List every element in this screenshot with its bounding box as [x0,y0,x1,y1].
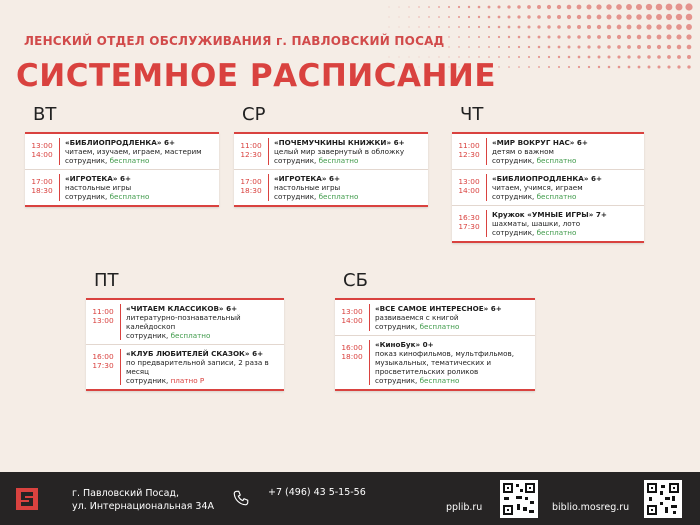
event-info [487,210,607,237]
price-label: бесплатно [318,192,359,201]
footer [0,472,700,525]
event-title: «МИР ВОКРУГ НАС» 6+ [492,138,588,147]
event-staff: сотрудник, платно Р [126,376,205,385]
event-description: месяц [126,367,150,376]
event-info [487,174,602,201]
phone-icon [232,489,250,507]
event-row [234,170,428,207]
event-staff: сотрудник, бесплатно [492,192,577,201]
event-time: 13:00 14:00 [452,174,487,201]
price-label: бесплатно [109,156,150,165]
event-time: 16:30 17:30 [452,210,487,237]
event-staff: сотрудник, бесплатно [375,376,460,385]
event-row [335,336,535,391]
event-title: «ЧИТАЕМ КЛАССИКОВ» 6+ [126,304,238,313]
event-title: «КиноБук» 0+ [375,340,434,349]
event-staff: сотрудник, бесплатно [65,192,150,201]
price-label: бесплатно [318,156,359,165]
event-description: читаем, учимся, играем [492,183,583,192]
event-title: «БИБЛИОПРОДЛЕНКА» 6+ [65,138,176,147]
schedule-card [86,298,284,391]
event-title: «КЛУБ ЛЮБИТЕЛЕЙ СКАЗОК» 6+ [126,349,264,358]
event-staff: сотрудник, бесплатно [492,156,577,165]
website-link-biblio[interactable]: biblio.mosreg.ru [552,502,630,513]
event-row [452,170,644,206]
page-title: СИСТЕМНОЕ РАСПИСАНИЕ [16,58,497,94]
event-description: шахматы, шашки, лото [492,219,581,228]
event-info [269,138,405,165]
day-saturday [335,270,535,391]
day-tuesday [25,104,219,207]
event-info [370,304,502,331]
event-time: 13:00 14:00 [335,304,370,331]
price-label: бесплатно [536,156,577,165]
event-description: калейдоскоп [126,322,176,331]
event-info [269,174,358,201]
day-label: СБ [343,270,368,291]
schedule-card [335,298,535,391]
event-time: 11:00 13:00 [86,304,121,340]
event-title: «БИБЛИОПРОДЛЕНКА» 6+ [492,174,603,183]
event-staff: сотрудник, бесплатно [274,156,359,165]
day-label: ЧТ [460,104,484,125]
event-row [86,300,284,345]
event-title: Кружок «УМНЫЕ ИГРЫ» 7+ [492,210,607,219]
day-wednesday [234,104,428,207]
price-label: бесплатно [419,376,460,385]
event-description: музыкальных, тематических и [375,358,492,367]
price-label: бесплатно [419,322,460,331]
event-description: показ кинофильмов, мультфильмов, [375,349,515,358]
library-logo-icon [16,488,38,510]
qr-code-icon [500,480,538,518]
event-time: 11:00 12:30 [452,138,487,165]
event-description: по предварительной записи, 2 раза в [126,358,269,367]
price-label: бесплатно [170,331,211,340]
event-info [370,340,514,385]
event-info [121,349,269,385]
event-row [25,134,219,170]
address: г. Павловский Посад, ул. Интернациональная 34А [72,488,215,512]
event-time: 13:00 14:00 [25,138,60,165]
event-info [121,304,241,340]
event-time: 11:00 12:30 [234,138,269,165]
event-title: «ПОЧЕМУЧКИНЫ КНИЖКИ» 6+ [274,138,405,147]
event-time: 17:00 18:30 [25,174,60,201]
event-staff: сотрудник, бесплатно [274,192,359,201]
phone-number[interactable]: +7 (496) 43 5-15-56 [268,487,366,498]
website-link-pplib[interactable]: pplib.ru [446,502,483,513]
day-label: СР [242,104,266,125]
event-title: «ВСЕ САМОЕ ИНТЕРЕСНОЕ» 6+ [375,304,502,313]
event-time: 17:00 18:30 [234,174,269,201]
event-title: «ИГРОТЕКА» 6+ [65,174,132,183]
event-title: «ИГРОТЕКА» 6+ [274,174,341,183]
event-description: настольные игры [65,183,132,192]
day-friday [86,270,284,391]
event-info [487,138,588,165]
organization-name: ЛЕНСКИЙ ОТДЕЛ ОБСЛУЖИВАНИЯ г. ПАВЛОВСКИЙ ПОСАД [24,34,445,48]
event-row [25,170,219,207]
schedule-card [234,132,428,207]
event-description: настольные игры [274,183,341,192]
event-row [452,206,644,243]
event-row [234,134,428,170]
event-description: развиваемся с книгой [375,313,459,322]
event-description: детям о важном [492,147,554,156]
price-label: платно Р [170,376,205,385]
event-staff: сотрудник, бесплатно [375,322,460,331]
event-time: 16:00 17:30 [86,349,121,385]
event-description: литературно-познавательный [126,313,241,322]
event-description: читаем, изучаем, играем, мастерим [65,147,202,156]
event-row [452,134,644,170]
schedule-card [452,132,644,243]
schedule-card [25,132,219,207]
price-label: бесплатно [109,192,150,201]
event-staff: сотрудник, бесплатно [65,156,150,165]
day-label: ВТ [33,104,57,125]
price-label: бесплатно [536,228,577,237]
event-staff: сотрудник, бесплатно [492,228,577,237]
day-thursday [452,104,644,243]
price-label: бесплатно [536,192,577,201]
event-row [86,345,284,391]
event-time: 16:00 18:00 [335,340,370,385]
qr-code-icon [644,480,682,518]
event-description: просветительских роликов [375,367,479,376]
event-info [60,174,149,201]
event-description: целый мир завернутый в обложку [274,147,405,156]
event-info [60,138,202,165]
day-label: ПТ [94,270,119,291]
event-staff: сотрудник, бесплатно [126,331,211,340]
event-row [335,300,535,336]
